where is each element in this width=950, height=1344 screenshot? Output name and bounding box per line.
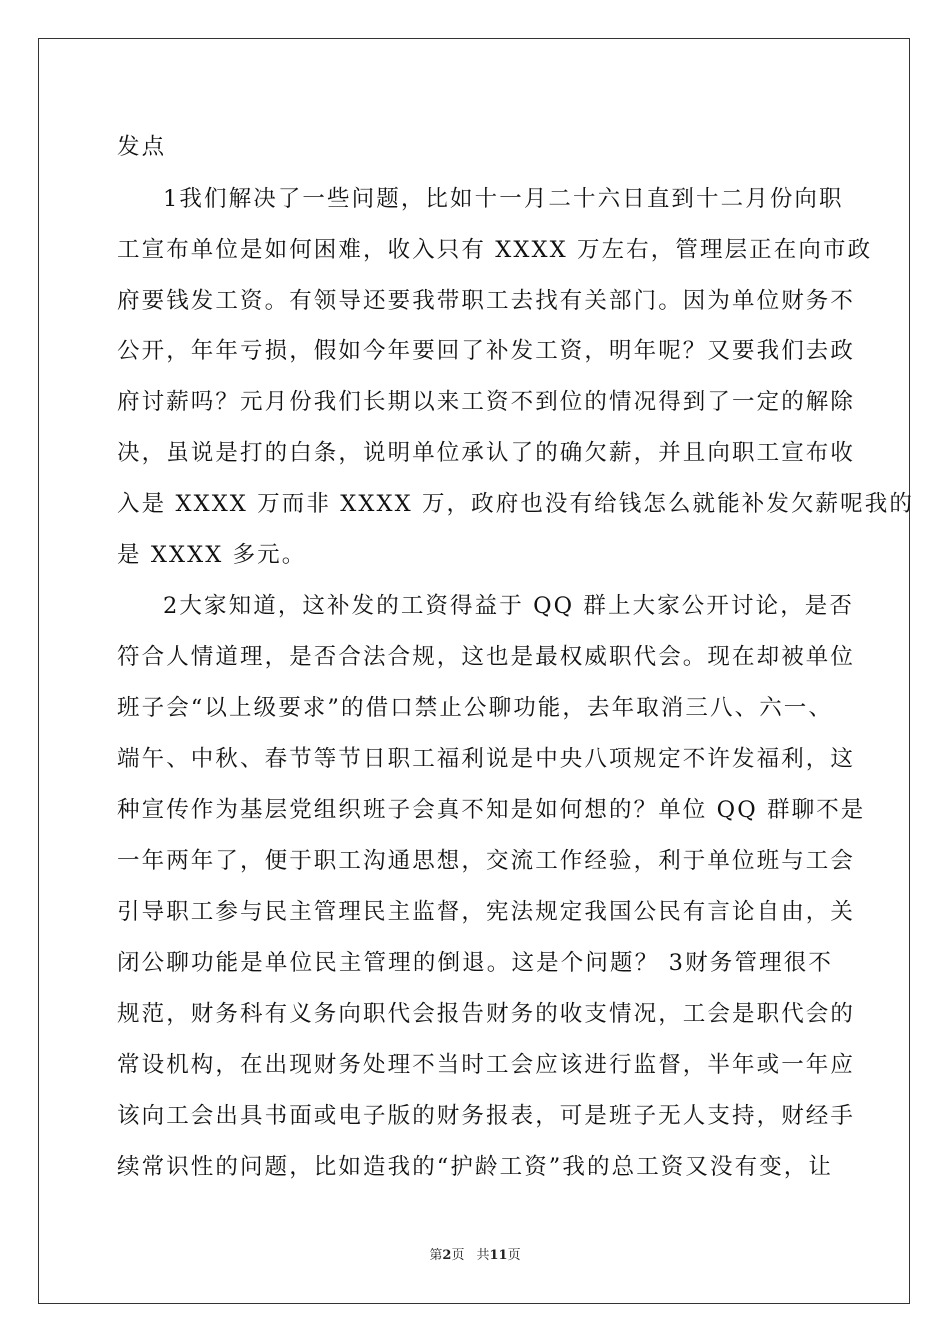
text-line: 入是 XXXX 万而非 XXXX 万，政府也没有给钱怎么就能补发欠薪呢我的 xyxy=(117,491,914,517)
text-line: 发点 xyxy=(117,134,167,160)
text-line: 引导职工参与民主管理民主监督，宪法规定我国公民有言论自由，关 xyxy=(117,899,856,925)
page-prefix: 第 xyxy=(429,1248,443,1263)
page-footer xyxy=(0,1247,950,1265)
text-line: 工宣布单位是如何困难，收入只有 XXXX 万左右，管理层正在向市政 xyxy=(117,237,873,263)
page-unit: 页 xyxy=(451,1248,465,1263)
text-line: 续常识性的问题，比如造我的“护龄工资”我的总工资又没有变，让 xyxy=(117,1154,834,1180)
text-line: 1我们解决了一些问题，比如十一月二十六日直到十二月份向职 xyxy=(163,186,844,212)
text-line: 规范，财务科有义务向职代会报告财务的收支情况，工会是职代会的 xyxy=(117,1001,856,1027)
text-line: 班子会“以上级要求”的借口禁止公聊功能，去年取消三八、六一、 xyxy=(117,695,834,721)
text-line: 府讨薪吗？元月份我们长期以来工资不到位的情况得到了一定的解除 xyxy=(117,389,856,415)
text-line: 该向工会出具书面或电子版的财务报表，可是班子无人支持，财经手 xyxy=(117,1103,856,1129)
text-line: 常设机构，在出现财务处理不当时工会应该进行监督，半年或一年应 xyxy=(117,1052,856,1078)
total-page-count: 11 xyxy=(489,1248,508,1263)
text-line: 公开，年年亏损，假如今年要回了补发工资，明年呢？又要我们去政 xyxy=(117,338,856,364)
text-line: 符合人情道理，是否合法合规，这也是最权威职代会。现在却被单位 xyxy=(117,644,856,670)
text-line: 闭公聊功能是单位民主管理的倒退。这是个问题？ 3财务管理很不 xyxy=(117,950,833,976)
text-line: 种宣传作为基层党组织班子会真不知是如何想的？单位 QQ 群聊不是 xyxy=(117,797,866,823)
total-prefix: 共 xyxy=(476,1248,490,1263)
current-page-number: 2 xyxy=(442,1248,452,1263)
text-line: 一年两年了，便于职工沟通思想，交流工作经验，利于单位班与工会 xyxy=(117,848,856,874)
text-line: 决，虽说是打的白条，说明单位承认了的确欠薪，并且向职工宣布收 xyxy=(117,440,856,466)
text-line: 是 XXXX 多元。 xyxy=(117,542,307,568)
total-unit: 页 xyxy=(507,1248,521,1263)
text-line: 府要钱发工资。有领导还要我带职工去找有关部门。因为单位财务不 xyxy=(117,288,856,314)
text-line: 2大家知道，这补发的工资得益于 QQ 群上大家公开讨论，是否 xyxy=(163,593,855,619)
text-line: 端午、中秋、春节等节日职工福利说是中央八项规定不许发福利，这 xyxy=(117,746,856,772)
